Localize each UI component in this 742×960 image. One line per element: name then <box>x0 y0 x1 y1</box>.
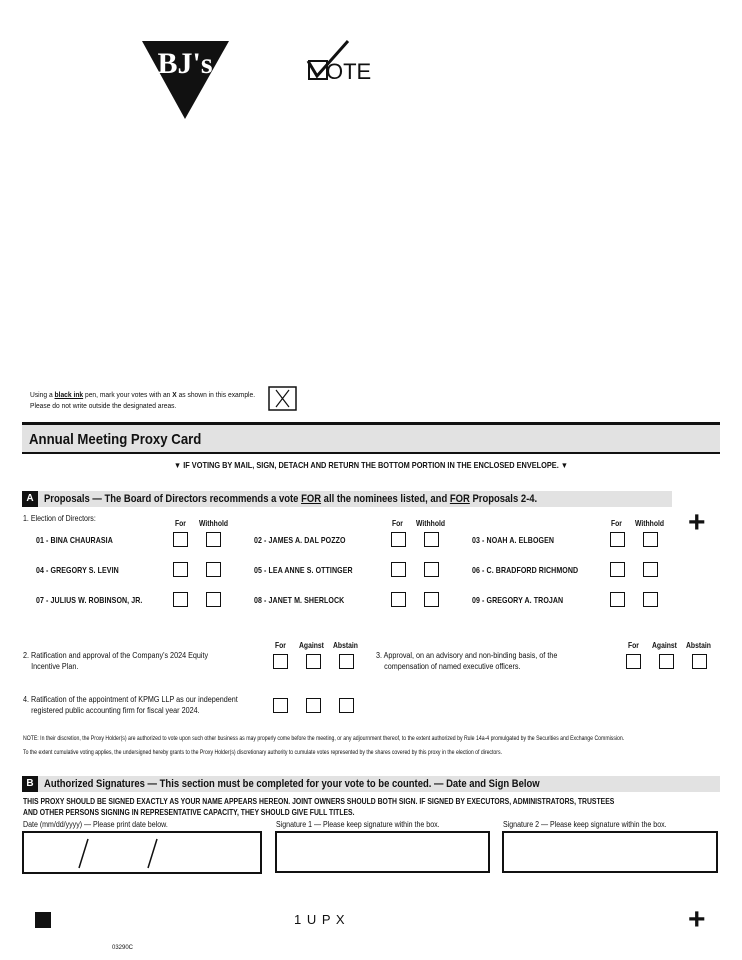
nominee-04-withhold-checkbox[interactable] <box>206 562 221 577</box>
nominee-02-for-checkbox[interactable] <box>391 532 406 547</box>
proposal-2-abstain-checkbox[interactable] <box>339 654 354 669</box>
election-label: 1. Election of Directors: <box>23 514 96 523</box>
note-cumulative: To the extent cumulative voting applies, the undersigned hereby grants to the Proxy Holder(s) discretionary authority to cumulate votes represented by the shares covered by this proxy in the election of directors. <box>23 749 503 756</box>
nominee-08-for-checkbox[interactable] <box>391 592 406 607</box>
card-title: Annual Meeting Proxy Card <box>29 431 202 448</box>
proposal-3-text: 3. Approval, on an advisory and non-binding basis, of the compensation of named executive officers. <box>376 651 558 671</box>
nominee-09-for-checkbox[interactable] <box>610 592 625 607</box>
nominee-label: 04 - GREGORY S. LEVIN <box>36 566 119 575</box>
proposal-2-for-checkbox[interactable] <box>273 654 288 669</box>
nominee-06-withhold-checkbox[interactable] <box>643 562 658 577</box>
date-field[interactable] <box>22 831 262 874</box>
sig2-label: Signature 2 — Please keep signature within the box. <box>503 820 667 829</box>
registered-mark: ® <box>207 84 212 90</box>
against-header-p3: Against <box>652 641 677 650</box>
proposal-4-against-checkbox[interactable] <box>306 698 321 713</box>
example-x-box <box>268 386 297 411</box>
nominee-01-withhold-checkbox[interactable] <box>206 532 221 547</box>
date-label: Date (mm/dd/yyyy) — Please print date below. <box>23 820 168 829</box>
vote-text: OTE <box>326 59 372 84</box>
section-a-title: Proposals — The Board of Directors recommends a vote FOR all the nominees listed, and FOR Proposals 2-4. <box>44 493 538 505</box>
withhold-header-col1: Withhold <box>199 519 229 528</box>
for-header-col3: For <box>611 519 622 528</box>
registration-plus-icon: + <box>688 506 706 539</box>
nominee-08-withhold-checkbox[interactable] <box>424 592 439 607</box>
nominee-03-for-checkbox[interactable] <box>610 532 625 547</box>
nominee-label: 05 - LEA ANNE S. OTTINGER <box>254 566 353 575</box>
for-header-col2: For <box>392 519 403 528</box>
signature-2-field[interactable] <box>502 831 718 873</box>
for-header-col1: For <box>175 519 186 528</box>
ink-instructions: Using a black ink pen, mark your votes with an X as shown in this example. Please do not write outside the designated areas. <box>30 390 256 410</box>
mail-notice: ▼ IF VOTING BY MAIL, SIGN, DETACH AND RETURN THE BOTTOM PORTION IN THE ENCLOSED ENVELOPE. ▼ <box>173 461 569 470</box>
proposal-2-against-checkbox[interactable] <box>306 654 321 669</box>
nominee-09-withhold-checkbox[interactable] <box>643 592 658 607</box>
proposal-4-for-checkbox[interactable] <box>273 698 288 713</box>
nominee-07-withhold-checkbox[interactable] <box>206 592 221 607</box>
nominee-02-withhold-checkbox[interactable] <box>424 532 439 547</box>
section-a-bar <box>22 491 672 507</box>
nominee-06-for-checkbox[interactable] <box>610 562 625 577</box>
nominee-label: 03 - NOAH A. ELBOGEN <box>472 536 555 545</box>
nominee-label: 01 - BINA CHAURASIA <box>36 536 113 545</box>
proposal-3-for-checkbox[interactable] <box>626 654 641 669</box>
nominee-07-for-checkbox[interactable] <box>173 592 188 607</box>
abstain-header-p3: Abstain <box>686 641 711 650</box>
section-b-bar <box>22 776 720 792</box>
section-b-title: Authorized Signatures — This section must be completed for your vote to be counted. — Date and Sign Below <box>44 778 540 790</box>
nominee-05-for-checkbox[interactable] <box>391 562 406 577</box>
title-bar <box>22 422 720 454</box>
nominee-label: 09 - GREGORY A. TROJAN <box>472 596 564 605</box>
section-a-letter: A <box>22 491 38 507</box>
nominee-03-withhold-checkbox[interactable] <box>643 532 658 547</box>
nominee-04-for-checkbox[interactable] <box>173 562 188 577</box>
nominee-05-withhold-checkbox[interactable] <box>424 562 439 577</box>
logo-text: BJ's <box>157 47 213 80</box>
proposal-4-abstain-checkbox[interactable] <box>339 698 354 713</box>
form-code: 1 U P X <box>294 912 346 927</box>
form-id: 03290C <box>112 945 134 951</box>
signing-instructions: THIS PROXY SHOULD BE SIGNED EXACTLY AS YOUR NAME APPEARS HEREON. JOINT OWNERS SHOULD BOTH SIGN. IF SIGNED BY EXECUTORS, ADMINISTRATORS, TRUSTEES AND OTHER PERSONS SIGNING IN REPRESENTATIVE CAPACITY, THEY SHOULD GIVE FULL TITLES. <box>23 797 615 817</box>
for-header-p3: For <box>628 641 639 650</box>
registration-plus-icon: + <box>688 903 706 936</box>
section-b-letter: B <box>22 776 38 792</box>
proposal-3-against-checkbox[interactable] <box>659 654 674 669</box>
nominee-label: 02 - JAMES A. DAL POZZO <box>254 536 346 545</box>
nominee-label: 08 - JANET M. SHERLOCK <box>254 596 345 605</box>
against-header-p2: Against <box>299 641 324 650</box>
proposal-3-abstain-checkbox[interactable] <box>692 654 707 669</box>
vote-logo <box>306 40 382 86</box>
abstain-header-p2: Abstain <box>333 641 358 650</box>
for-header-p2: For <box>275 641 286 650</box>
nominee-label: 07 - JULIUS W. ROBINSON, JR. <box>36 596 143 605</box>
sig1-label: Signature 1 — Please keep signature within the box. <box>276 820 440 829</box>
proposal-2-text: 2. Ratification and approval of the Company's 2024 Equity Incentive Plan. <box>23 651 209 671</box>
withhold-header-col2: Withhold <box>416 519 446 528</box>
nominee-01-for-checkbox[interactable] <box>173 532 188 547</box>
signature-1-field[interactable] <box>275 831 490 873</box>
registration-square-icon <box>35 912 51 928</box>
bjs-logo <box>141 39 231 121</box>
withhold-header-col3: Withhold <box>635 519 665 528</box>
note-discretion: NOTE: In their discretion, the Proxy Holder(s) are authorized to vote upon such other business as may properly come before the meeting, or any adjournment thereof, to the extent authorized by Rule 14a-4 promulgated by the Securities and Exchange Commission. <box>23 735 625 742</box>
nominee-label: 06 - C. BRADFORD RICHMOND <box>472 566 579 575</box>
proposal-4-text: 4. Ratification of the appointment of KPMG LLP as our independent registered public accounting firm for fiscal year 2024. <box>23 695 238 715</box>
